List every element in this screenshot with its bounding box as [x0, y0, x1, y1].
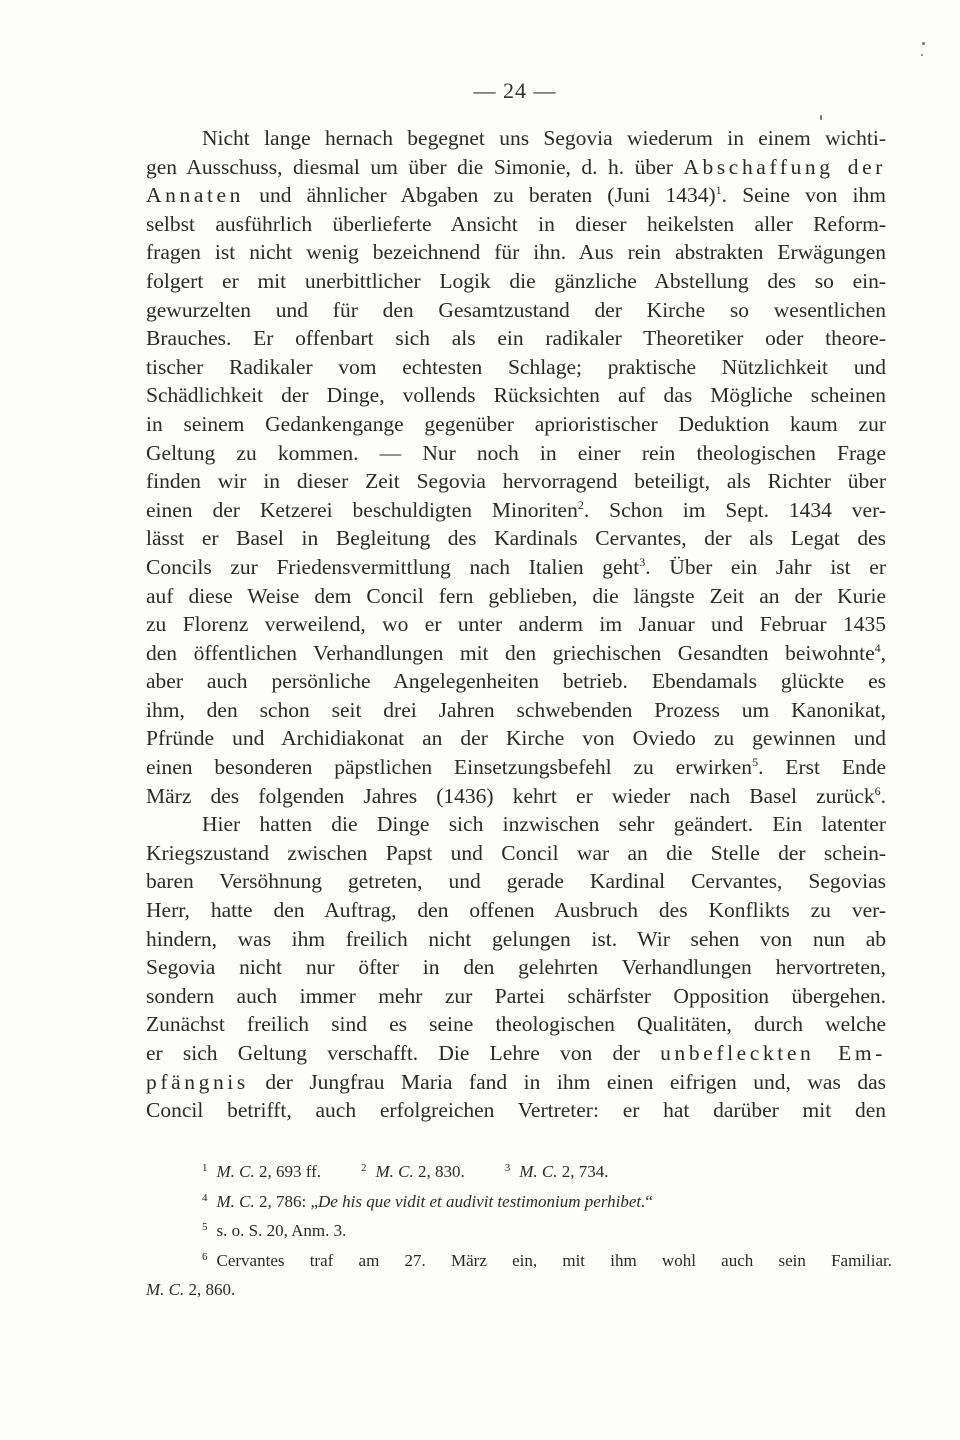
text-line: Hier hatten die Dinge sich inzwischen sehr geändert. Ein latenter — [202, 812, 886, 837]
footnote-text: 2, 860. — [184, 1280, 236, 1299]
footnote-mark: 4 — [202, 1191, 208, 1204]
text-segment: . Über ein Jahr ist er — [645, 554, 886, 579]
footnote-mark: 6 — [202, 1250, 208, 1263]
text-segment: , — [880, 640, 886, 665]
text-line: baren Versöhnung getreten, und gerade Kardinal Cervantes, Segovias — [146, 869, 886, 894]
footnote-source: M. C. — [375, 1162, 414, 1181]
text-segment: den öffentlichen Verhandlungen mit den griechischen Gesandten beiwohnte — [146, 640, 875, 665]
text-line — [146, 153, 886, 182]
text-line: Herr, hatte den Auftrag, den offenen Ausbruch des Konflikts zu ver- — [146, 898, 886, 923]
text-segment: März des folgenden Jahres (1436) kehrt er wieder nach Basel zurück — [146, 783, 875, 808]
text-line: folgert er mit unerbittlicher Logik die gänzliche Abstellung des so ein- — [146, 268, 886, 293]
footnote-mark: 2 — [361, 1162, 367, 1174]
text-line: selbst ausführlich überlieferte Ansicht in dieser heikelsten aller Reform- — [146, 211, 886, 236]
footnote-ref: 4 — [874, 640, 881, 655]
footnote-line — [146, 1246, 892, 1276]
print-speck — [820, 115, 822, 120]
footnote-line — [146, 1216, 892, 1246]
footnote-text: 2, 734. — [557, 1162, 609, 1181]
text-line: tischer Radikaler vom echtesten Schlage; praktische Nützlichkeit und — [146, 354, 886, 379]
text-line: Concil betrifft, auch erfolgreichen Vertreter: er hat darüber mit den — [146, 1098, 886, 1123]
footnote-ref: 3 — [639, 554, 646, 569]
paragraph — [146, 810, 886, 1125]
footnote-source: M. C. — [519, 1162, 558, 1181]
text-segment: und ähnlicher Abgaben zu beraten (Juni 1434) — [244, 183, 716, 208]
text-line: sondern auch immer mehr zur Partei schärfster Opposition übergehen. — [146, 983, 886, 1008]
text-line: hindern, was ihm freilich nicht gelungen ist. Wir sehen von nun ab — [146, 926, 886, 951]
text-line: Geltung zu kommen. — Nur noch in einer rein theologischen Frage — [146, 440, 886, 465]
text-line — [146, 496, 886, 525]
footnote-text: Cervantes traf am 27. März ein, mit ihm wohl auch sein Familiar. — [216, 1250, 892, 1270]
footnote-line — [146, 1275, 892, 1305]
text-segment: einen der Ketzerei beschuldigten Minoriten — [146, 497, 578, 522]
text-line — [146, 1039, 886, 1068]
footnote-mark: 5 — [202, 1221, 208, 1233]
footnote-source: M. C. — [216, 1191, 255, 1211]
footnote-text: 2, 693 ff. — [254, 1162, 322, 1181]
text-line — [146, 639, 886, 668]
footnote-ref: 1 — [715, 183, 722, 198]
text-segment: . — [880, 783, 886, 808]
footnote-text: “ — [645, 1191, 653, 1211]
text-line: Nicht lange hernach begegnet uns Segovia wiederum in einem wichti- — [202, 126, 886, 150]
text-line — [146, 753, 886, 782]
text-line: lässt er Basel in Begleitung des Kardinals Cervantes, der als Legat des — [146, 526, 886, 551]
footnote-mark: 3 — [504, 1162, 511, 1174]
print-speck — [922, 42, 925, 45]
footnote-line — [146, 1157, 892, 1187]
text-line: finden wir in dieser Zeit Segovia hervorragend beteiligt, als Richter über — [146, 469, 886, 494]
emphasis-spaced: unbefleckten Em- — [660, 1041, 886, 1065]
text-segment: der Jungfrau Maria fand in ihm einen eifrigen und, was das — [248, 1069, 886, 1094]
text-segment: . Seine von ihm — [721, 183, 886, 208]
print-speck — [921, 54, 923, 56]
text-line: in seinem Gedankengange gegenüber aprioristischer Deduktion kaum zur — [146, 411, 886, 436]
footnote-text: 2, 786: „ — [254, 1191, 319, 1211]
text-line: Zunächst freilich sind es seine theologischen Qualitäten, durch welche — [146, 1012, 886, 1037]
text-segment: . Schon im Sept. 1434 ver- — [583, 497, 886, 522]
text-segment: einen besonderen päpstlichen Einsetzungsbefehl zu erwirken — [146, 755, 753, 780]
footnote-mark: 1 — [202, 1162, 208, 1174]
text-line: Segovia nicht nur öfter in den gelehrten Verhandlungen hervortreten, — [146, 955, 886, 980]
text-line: auf diese Weise dem Concil fern geblieben, die längste Zeit an der Kurie — [146, 583, 886, 608]
text-segment: er sich Geltung verschafft. Die Lehre von der — [146, 1041, 661, 1065]
text-segment: Concils zur Friedensvermittlung nach Italien geht — [146, 554, 640, 579]
text-line — [146, 782, 886, 811]
paragraph — [146, 124, 886, 810]
text-line — [146, 553, 886, 582]
text-line: Schädlichkeit der Dinge, vollends Rücksichten auf das Mögliche scheinen — [146, 383, 886, 408]
footnote-ref: 2 — [577, 497, 584, 512]
footnotes — [146, 1157, 892, 1305]
text-line: Kriegszustand zwischen Papst und Concil war an die Stelle der schein- — [146, 840, 886, 865]
footnote-source: M. C. — [216, 1162, 255, 1181]
page-number: — 24 — — [473, 78, 557, 103]
emphasis-spaced: Annaten — [146, 183, 245, 208]
footnote-source: M. C. — [146, 1280, 185, 1299]
text-line: Brauches. Er offenbart sich als ein radikaler Theoretiker oder theore- — [146, 326, 886, 351]
main-text — [146, 124, 886, 1125]
text-line: ihm, den schon seit drei Jahren schwebenden Prozess um Kanonikat, — [146, 697, 886, 722]
text-segment: . Erst Ende — [758, 755, 886, 780]
emphasis-spaced: pfängnis — [146, 1069, 249, 1094]
footnote-ref: 6 — [874, 783, 881, 798]
text-line — [146, 181, 886, 210]
text-line: gewurzelten und für den Gesamtzustand der Kirche so wesentlichen — [146, 297, 886, 322]
footnote-quote: De his que vidit et audivit testimonium perhibet. — [318, 1191, 646, 1211]
footnote-line — [146, 1187, 892, 1217]
text-line: fragen ist nicht wenig bezeichnend für ihn. Aus rein abstrakten Erwägungen — [146, 240, 886, 265]
footnote-text: s. o. S. 20, Anm. 3. — [216, 1221, 347, 1240]
text-line: Pfründe und Archidiakonat an der Kirche von Oviedo zu gewinnen und — [146, 726, 886, 751]
footnote-text: 2, 830. — [413, 1162, 465, 1181]
text-segment: gen Ausschuss, diesmal um über die Simonie, d. h. über — [146, 154, 684, 179]
footnote-ref: 5 — [752, 755, 759, 770]
emphasis-spaced: Abschaffung der — [683, 154, 886, 179]
text-line: zu Florenz verweilend, wo er unter anderm im Januar und Februar 1435 — [146, 612, 886, 637]
text-line: aber auch persönliche Angelegenheiten betrieb. Ebendamals glückte es — [146, 669, 886, 694]
text-line — [146, 1068, 886, 1097]
